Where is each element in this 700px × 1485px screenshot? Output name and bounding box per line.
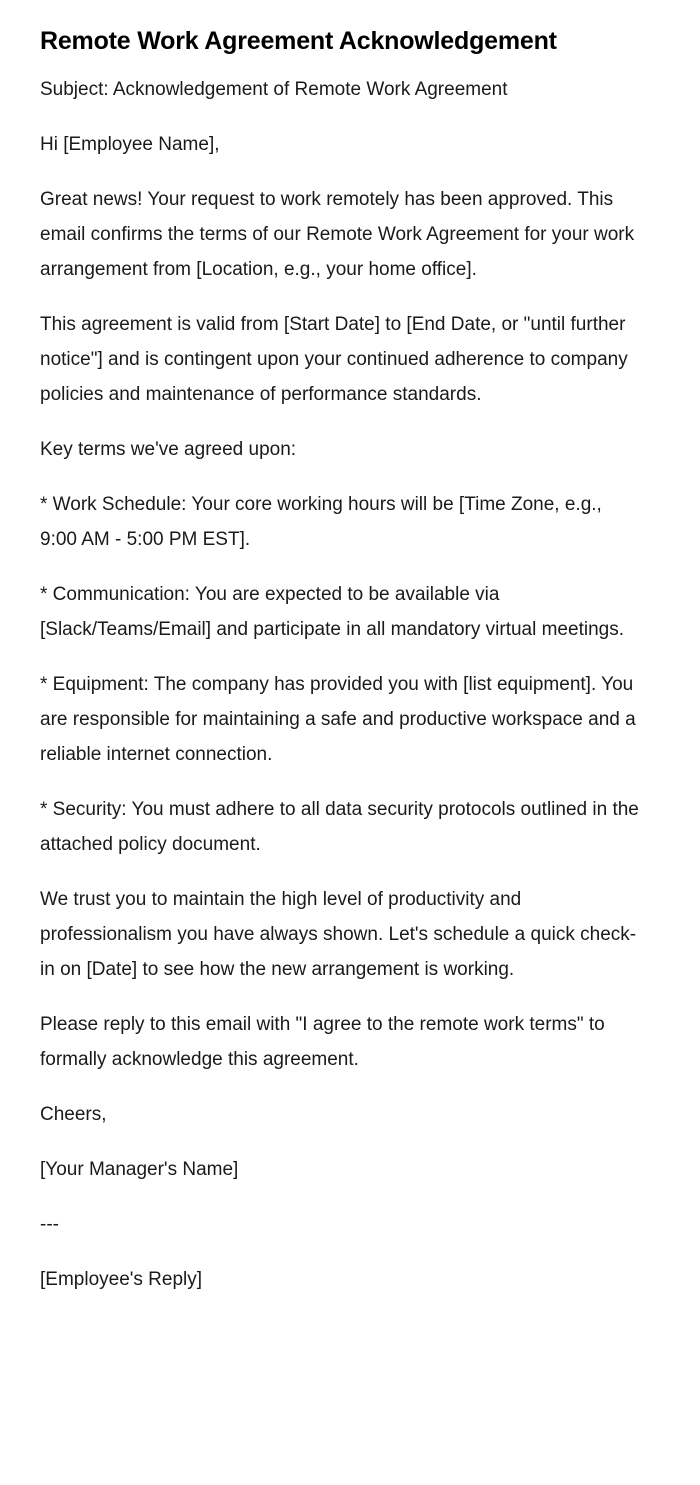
email-subject: Subject: Acknowledgement of Remote Work Agreement: [40, 79, 508, 100]
term-communication: * Communication: You are expected to be available via [Slack/Teams/Email] and participate in all mandatory virtual meetings.: [40, 584, 624, 640]
separator: ---: [40, 1214, 59, 1235]
term-equipment: * Equipment: The company has provided you with [list equipment]. You are responsible for maintaining a safe and productive workspace and a reliable internet connection.: [40, 674, 636, 765]
email-closing: Cheers,: [40, 1104, 107, 1125]
body-paragraph-trust: We trust you to maintain the high level of productivity and professionalism you have always shown. Let's schedule a quick check-in on [Date] to see how the new arrangement is working.: [40, 889, 637, 980]
employee-reply-placeholder: [Employee's Reply]: [40, 1269, 203, 1290]
email-greeting: Hi [Employee Name],: [40, 134, 220, 155]
document-title: Remote Work Agreement Acknowledgement: [40, 27, 557, 55]
body-paragraph-approval: Great news! Your request to work remotely has been approved. This email confirms the terms of our Remote Work Agreement for your work arrangement from [Location, e.g., your home office].: [40, 189, 635, 280]
body-paragraph-validity: This agreement is valid from [Start Date] to [End Date, or "until further notice"] and is contingent upon your continued adherence to company policies and maintenance of performance standards.: [40, 314, 628, 405]
body-paragraph-key-terms: Key terms we've agreed upon:: [40, 439, 297, 460]
body-paragraph-reply-instructions: Please reply to this email with "I agree to the remote work terms" to formally acknowledge this agreement.: [40, 1014, 605, 1070]
term-work-schedule: * Work Schedule: Your core working hours will be [Time Zone, e.g., 9:00 AM - 5:00 PM EST].: [40, 494, 602, 550]
term-security: * Security: You must adhere to all data security protocols outlined in the attached policy document.: [40, 799, 639, 855]
email-signature: [Your Manager's Name]: [40, 1159, 239, 1180]
